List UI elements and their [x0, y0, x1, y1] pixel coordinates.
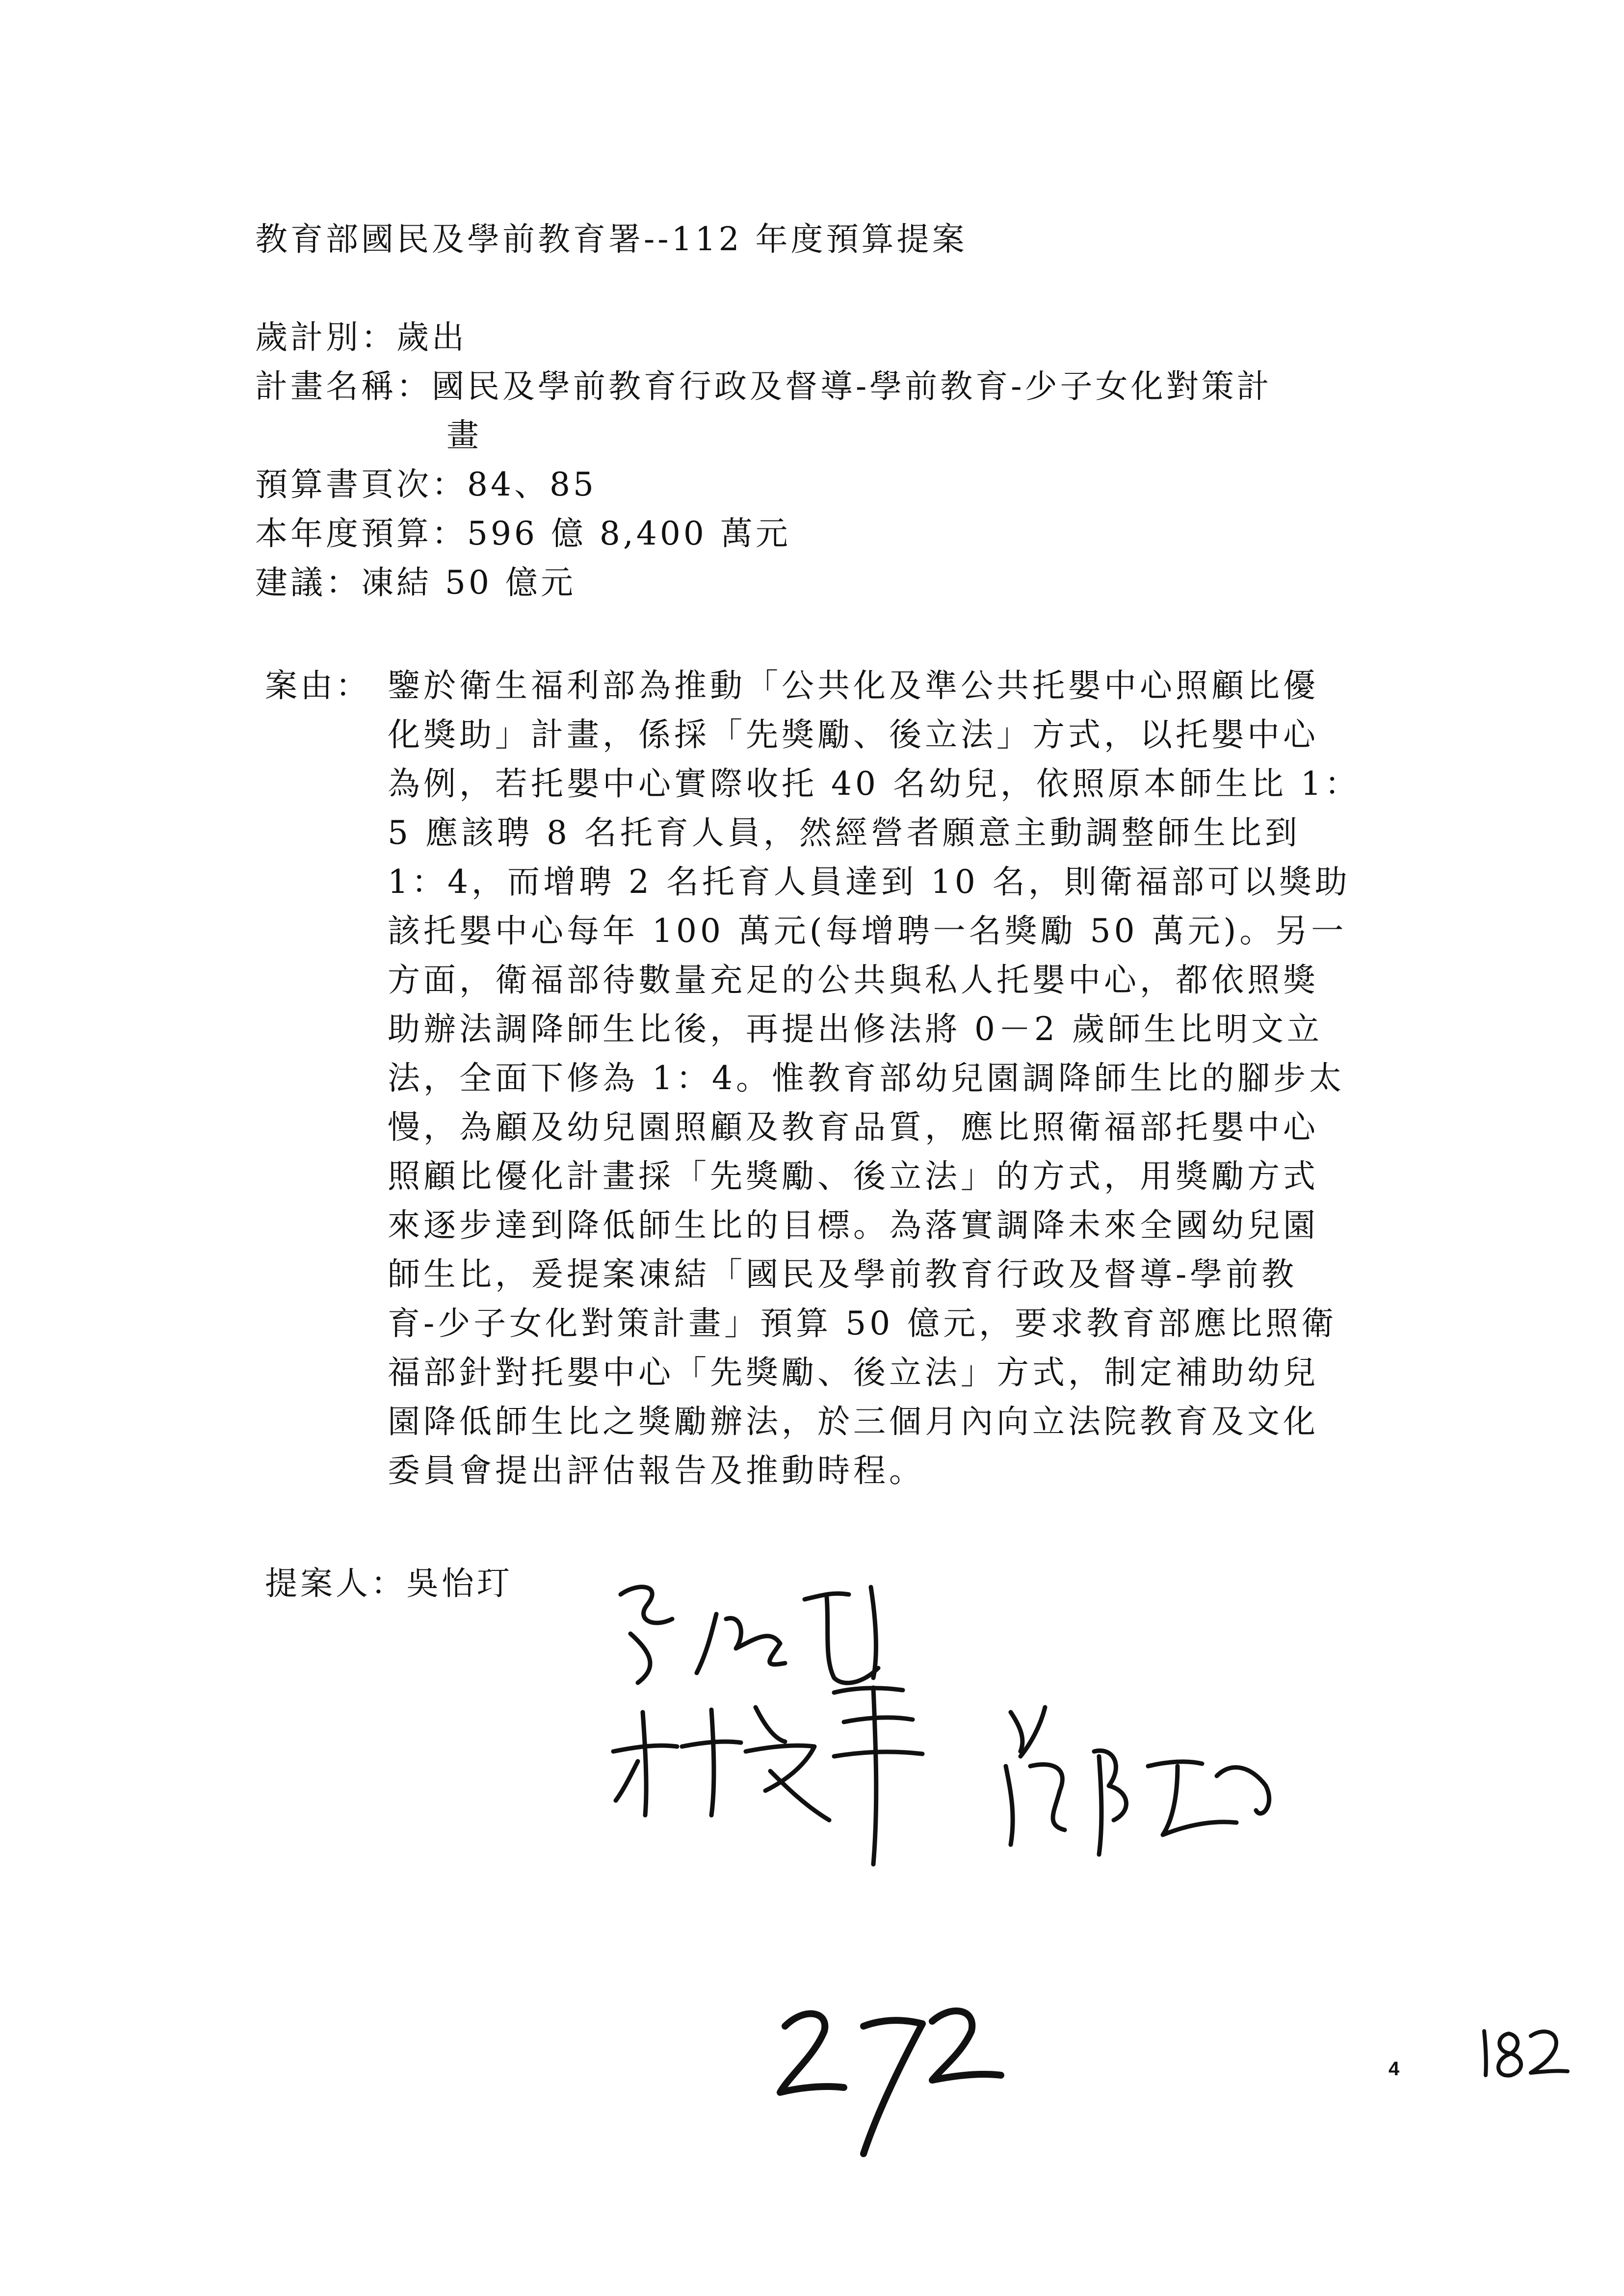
signature-1	[621, 1587, 878, 1683]
reason-line: 鑒於衛生福利部為推動「公共化及準公共托嬰中心照顧比優	[388, 667, 1319, 704]
reason-line: 來逐步達到降低師生比的目標。為落實調降未來全國幼兒園	[388, 1206, 1319, 1244]
suggestion: 建議：凍結 50 億元	[255, 564, 576, 601]
document-title: 教育部國民及學前教育署--112 年度預算提案	[255, 220, 968, 258]
reason-line: 育-少子女化對策計畫」預算 50 億元，要求教育部應比照衛	[388, 1305, 1337, 1342]
reason-line: 為例，若托嬰中心實際收托 40 名幼兒，依照原本師生比 1：	[388, 765, 1361, 803]
reason-line: 5 應該聘 8 名托育人員，然經營者願意主動調整師生比到	[388, 814, 1301, 852]
reason-line: 方面，衛福部待數量充足的公共與私人托嬰中心，都依照獎	[388, 961, 1319, 999]
reason-line: 師生比，爰提案凍結「國民及學前教育行政及督導-學前教	[388, 1255, 1298, 1293]
reason-line: 該托嬰中心每年 100 萬元(每增聘一名獎勵 50 萬元)。另一	[388, 912, 1347, 950]
budget-amount: 本年度預算：596 億 8,400 萬元	[255, 515, 791, 552]
signature-3	[1006, 1707, 1269, 1854]
plan-name-line-2: 畫	[446, 417, 482, 454]
reason-line: 照顧比優化計畫採「先獎勵、後立法」的方式，用獎勵方式	[388, 1157, 1319, 1195]
page-number: 4	[1388, 2058, 1400, 2080]
plan-name-line-1: 計畫名稱：國民及學前教育行政及督導-學前教育-少子女化對策計	[255, 367, 1272, 405]
reason-line: 法，全面下修為 1：4。惟教育部幼兒園調降師生比的腳步太	[388, 1059, 1345, 1097]
reason-line: 1：4，而增聘 2 名托育人員達到 10 名，則衛福部可以獎助	[388, 863, 1351, 901]
signature-2	[613, 1688, 922, 1864]
reason-line: 福部針對托嬰中心「先獎勵、後立法」方式，制定補助幼兒	[388, 1354, 1319, 1391]
reason-line: 園降低師生比之獎勵辦法，於三個月內向立法院教育及文化	[388, 1403, 1319, 1440]
budget-category: 歲計別：歲出	[255, 318, 467, 356]
stamp-number	[780, 2011, 1001, 2154]
reason-line: 助辦法調降師生比後，再提出修法將 0－2 歲師生比明文立	[388, 1010, 1323, 1048]
reason-line: 委員會提出評估報告及推動時程。	[388, 1452, 925, 1489]
reason-label: 案由：	[265, 667, 371, 704]
side-number	[1484, 2031, 1568, 2076]
reason-line: 化獎助」計畫，係採「先獎勵、後立法」方式，以托嬰中心	[388, 716, 1319, 754]
budget-pages: 預算書頁次：84、85	[255, 466, 597, 503]
proposer: 提案人：吳怡玎	[265, 1565, 512, 1602]
reason-line: 慢，為顧及幼兒園照顧及教育品質，應比照衛福部托嬰中心	[388, 1108, 1319, 1146]
